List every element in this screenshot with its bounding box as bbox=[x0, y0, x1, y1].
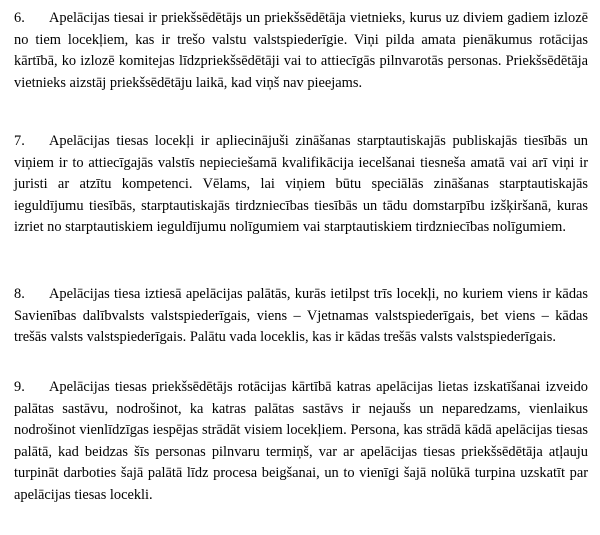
paragraph-line: vietnieks aizstāj priekšsēdētāju laikā, kad viņš nav pieejams. bbox=[14, 74, 363, 91]
paragraph-line: ieguldījumu tiesībās, starptautiskajās tirdzniecības tiesībās un tādu domstarpību izšķiršanā, kuras bbox=[14, 197, 588, 214]
paragraph-number: 8. bbox=[14, 286, 25, 302]
paragraph-line: kārtībā, ko izlozē komitejas līdzpriekšsēdētāji vai to attiecīgās pilnvarotās personas. Priekšsēdētāja bbox=[14, 53, 588, 70]
paragraph-line: palātā, kad beidzas šīs personas pilnvaru termiņš, var ar apelācijas tiesas priekšsēdētāja atļauju bbox=[14, 443, 588, 460]
paragraph-6 bbox=[14, 8, 588, 94]
paragraph-number: 9. bbox=[14, 379, 25, 395]
paragraph-7 bbox=[14, 131, 588, 239]
paragraph-line: izriet no starptautiskiem ieguldījumu nolīgumiem vai starptautiskiem tirdzniecības nolīgumiem. bbox=[14, 219, 566, 236]
paragraph-number: 7. bbox=[14, 133, 25, 149]
paragraph-line bbox=[14, 131, 588, 153]
paragraph-8 bbox=[14, 284, 588, 349]
paragraph-text: Apelācijas tiesai ir priekšsēdētājs un priekšsēdētāja vietnieks, kurus uz diviem gadiem izlozē bbox=[49, 10, 588, 26]
paragraph-line bbox=[14, 377, 588, 399]
paragraph-line bbox=[14, 284, 588, 306]
paragraph-text: Apelācijas tiesas priekšsēdētājs rotācijas kārtībā katras apelācijas lietas izskatīšanai izveido bbox=[49, 379, 588, 395]
paragraph-text: Apelācijas tiesa iztiesā apelācijas palātās, kurās ietilpst trīs locekļi, no kuriem viens ir kādas bbox=[49, 286, 588, 302]
paragraph-line bbox=[14, 8, 588, 30]
paragraph-line: viņiem ir to attiecīgajās valstīs nepieciešamā kvalifikācija iecelšanai tiesneša amatā vai arī viņi ir bbox=[14, 154, 588, 171]
paragraph-number: 6. bbox=[14, 10, 25, 26]
paragraph-9 bbox=[14, 377, 588, 507]
paragraph-line: juristi ar atzītu kompetenci. Vēlams, lai viņiem būtu speciālās zināšanas starptautiskajās bbox=[14, 176, 588, 193]
paragraph-line: nodrošinot vienlīdzīgas iespējas strādāt visiem locekļiem. Persona, kas strādā kādā apelācijas tiesas bbox=[14, 422, 588, 439]
paragraph-text: Apelācijas tiesas locekļi ir apliecinājuši zināšanas starptautiskajās publiskajās tiesībās un bbox=[49, 133, 588, 149]
paragraph-line: no tiem locekļiem, kas ir trešo valstu valstspiederīgie. Viņi pilda amata pienākumus rotācijas bbox=[14, 31, 588, 48]
paragraph-line: turpināt darboties šajā palātā līdz procesa beigšanai, un to vienīgi šajā nolūkā turpina uzskatīt par bbox=[14, 465, 588, 482]
paragraph-line: palātas sastāvu, nodrošinot, ka katras palātas sastāvs ir nejaušs un neparedzams, vienlaikus bbox=[14, 400, 588, 417]
paragraph-line: apelācijas tiesas locekli. bbox=[14, 486, 153, 503]
paragraph-line: trešās valsts valstspiederīgais. Palātu vada loceklis, kas ir kādas trešās valsts valstspiederīgais. bbox=[14, 329, 556, 346]
paragraph-line: Savienības dalībvalsts valstspiederīgais, viens – Vjetnamas valstspiederīgais, bet viens – kādas bbox=[14, 307, 588, 324]
